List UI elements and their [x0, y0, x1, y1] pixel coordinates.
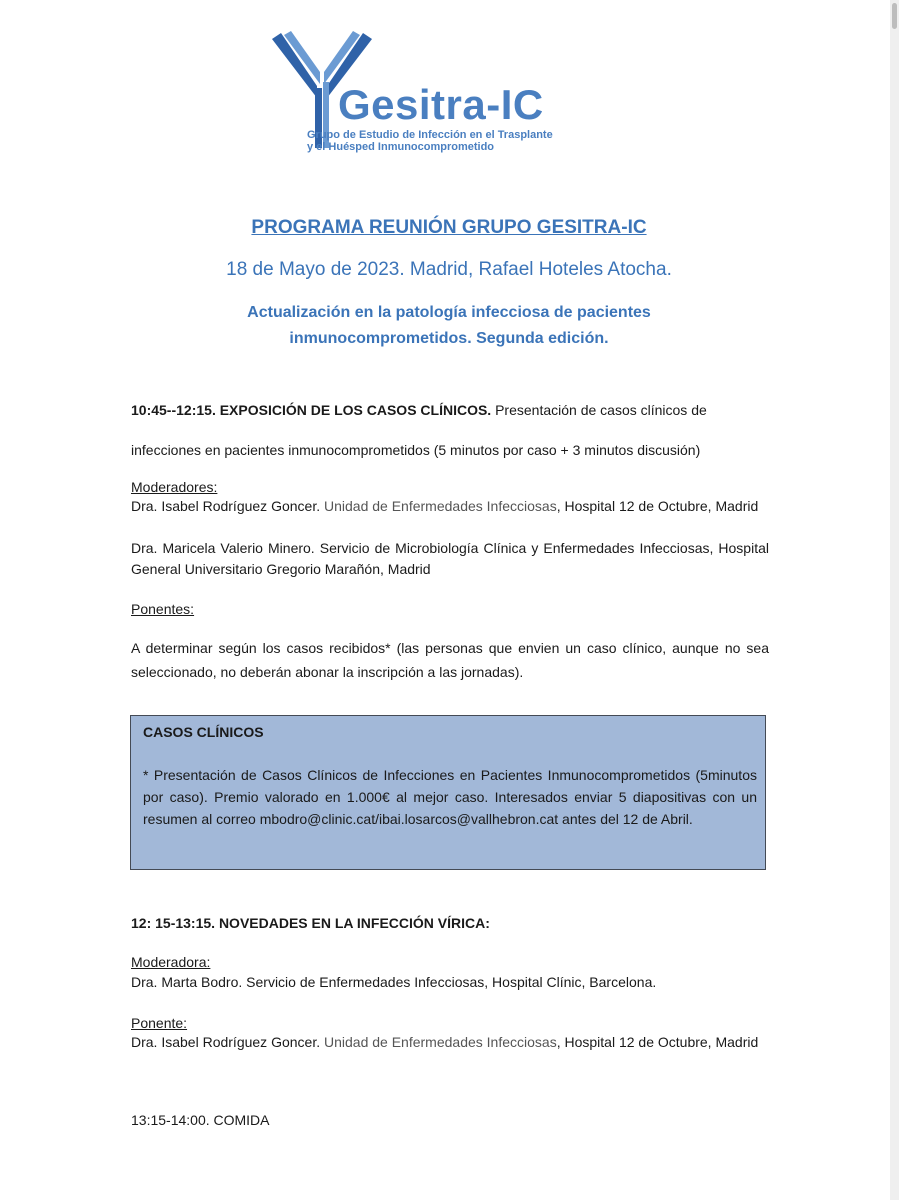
session1-intro-rest: Presentación de casos clínicos de [491, 402, 707, 418]
moderator1-name: Dra. Isabel Rodríguez Goncer. [131, 498, 321, 514]
session1-time-heading: 10:45--12:15. EXPOSICIÓN DE LOS CASOS CLÍNICOS. [131, 402, 492, 418]
clinical-cases-box [130, 715, 766, 870]
logo-name: Gesitra-IC [338, 81, 544, 128]
session1-moderator-2: Dra. Maricela Valerio Minero. Servicio de Microbiología Clínica y Enfermedades Infecciosas, Hospital General Universitario Gregorio Marañón, Madrid [131, 540, 769, 577]
scrollbar-thumb[interactable] [892, 3, 897, 29]
gesitra-logo [270, 30, 570, 160]
speaker-unit: Unidad de Enfermedades Infecciosas [320, 1034, 557, 1050]
clinical-cases-box-title: CASOS CLÍNICOS [143, 724, 264, 740]
logo-subtitle-line-2: y el Huésped Inmunocomprometido [307, 141, 495, 153]
event-topic-line-1: Actualización en la patología infecciosa de pacientes [247, 304, 651, 321]
session2-moderator-label: Moderadora: [131, 954, 211, 970]
session2-time-heading: 12: 15-13:15. NOVEDADES EN LA INFECCIÓN VÍRICA: [131, 915, 490, 931]
session2-moderator: Dra. Marta Bodro. Servicio de Enfermedades Infecciosas, Hospital Clínic, Barcelona. [131, 974, 657, 990]
session1-intro-line2: infecciones en pacientes inmunocomprometidos (5 minutos por caso + 3 minutos discusión) [131, 442, 701, 458]
event-date-location: 18 de Mayo de 2023. Madrid, Rafael Hoteles Atocha. [226, 259, 672, 280]
session1-moderators-label: Moderadores: [131, 479, 218, 495]
lunch-break: 13:15-14:00. COMIDA [131, 1112, 270, 1128]
event-topic-line-2: inmunocomprometidos. Segunda edición. [289, 330, 609, 347]
session2-speaker-label: Ponente: [131, 1015, 188, 1031]
moderator1-unit: Unidad de Enfermedades Infecciosas [320, 498, 557, 514]
event-topic [0, 300, 898, 352]
session1-moderator-1 [131, 496, 769, 517]
speaker-name: Dra. Isabel Rodríguez Goncer. [131, 1034, 321, 1050]
session1-intro-line1 [131, 400, 769, 421]
program-title: PROGRAMA REUNIÓN GRUPO GESITRA-IC [251, 217, 647, 238]
logo-subtitle-line-1: Grupo de Estudio de Infección en el Trasplante [307, 129, 553, 141]
session2-speaker [131, 1032, 769, 1053]
moderator1-rest: , Hospital 12 de Octubre, Madrid [556, 498, 759, 514]
speaker-rest: , Hospital 12 de Octubre, Madrid [556, 1034, 759, 1050]
session1-speakers-text: A determinar según los casos recibidos* (las personas que envien un caso clínico, aunque no sea seleccionado, no deberán abonar la inscripción a las jornadas). [131, 640, 769, 680]
vertical-scrollbar[interactable] [890, 0, 899, 1200]
clinical-cases-box-body: * Presentación de Casos Clínicos de Infecciones en Pacientes Inmunocomprometidos (5minutos por caso). Premio valorado en 1.000€ al mejor caso. Interesados enviar 5 diapositivas con un resumen al correo mbodro@clinic.cat/ibai.losarcos@vallhebron.cat antes del 12 de Abril. [143, 767, 757, 827]
session1-speakers-label: Ponentes: [131, 601, 195, 617]
